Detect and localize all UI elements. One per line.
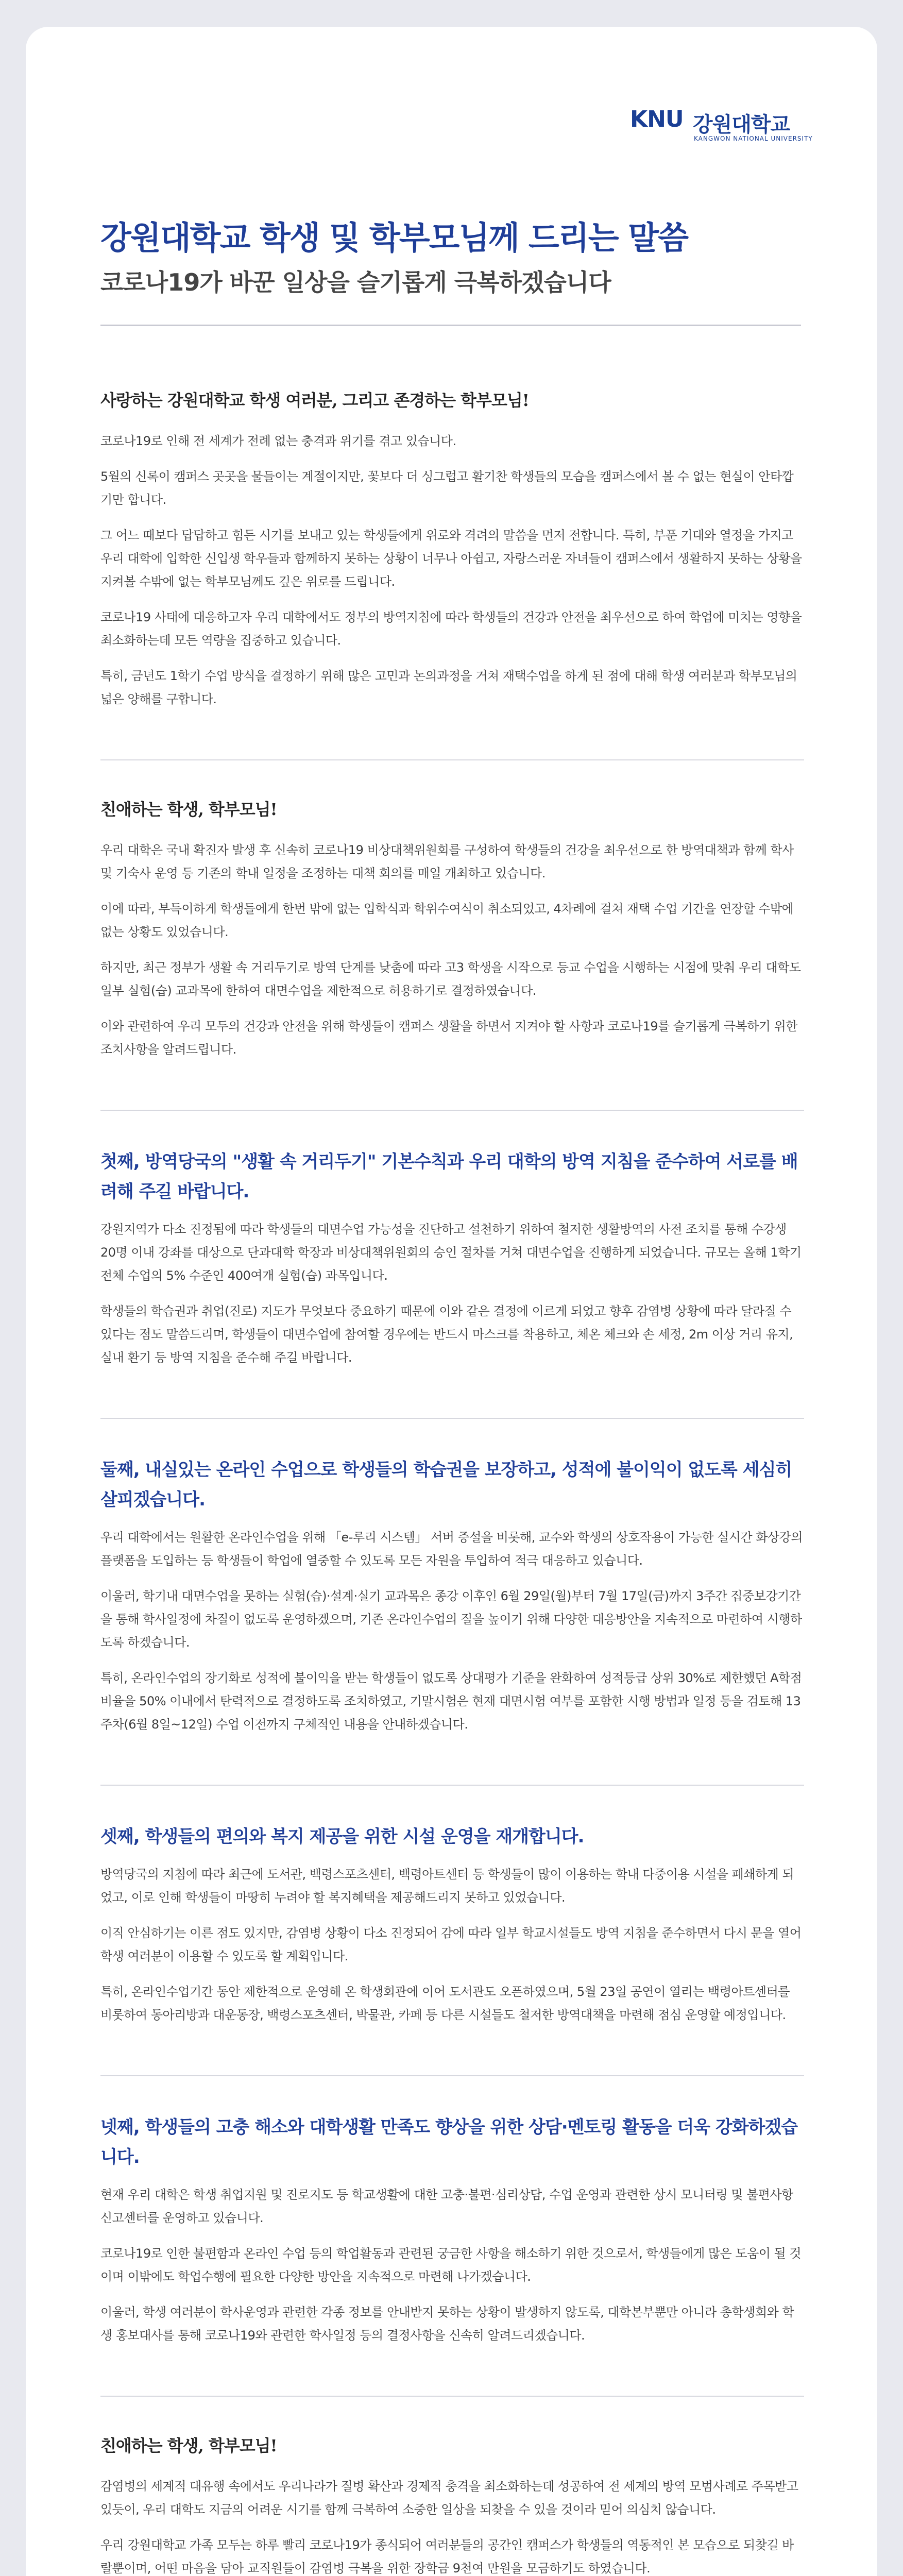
closing-paragraph: 감염병의 세계적 대유행 속에서도 우리나라가 질병 확산과 경제적 충격을 최소화하는데 성공하여 전 세계의 방역 모범사례로 주목받고 있듯이, 우리 대학도 지금의 어려운 시기를 함께 극복하여 소중한 일상을 되찾을 수 있을 것이라 믿어 의심치 않습니다. (100, 2479, 798, 2517)
spacer (100, 1382, 804, 1418)
section-title: 넷째, 학생들의 고충 해소와 대학생활 만족도 향상을 위한 상담·멘토링 활동을 더욱 강화하겠습니다. (100, 2117, 798, 2167)
intro-paragraph: 그 어느 때보다 답답하고 힘든 시기를 보내고 있는 학생들에게 위로와 격려의 말씀을 먼저 전합니다. 특히, 부푼 기대와 열정을 가지고 우리 대학에 입학한 신입생 학우들과 함께하지 못하는 상황이 너무나 아쉽고, 자랑스러운 자녀들이 캠퍼스에서 생활하지 못하는 상황을 지켜볼 수밖에 없는 학부모님께도 깊은 위로를 드립니다. (100, 528, 802, 589)
spacer (100, 723, 804, 759)
intro-paragraph: 코로나19로 인해 전 세계가 전례 없는 충격과 위기를 겪고 있습니다. (100, 434, 456, 448)
section-paragraph: 특히, 온라인수업기간 동안 제한적으로 운영해 온 학생회관에 이어 도서관도 오픈하였으며, 5월 23일 공연이 열리는 백령아트센터를 비롯하여 동아리방과 대운동장, 백령스포츠센터, 박물관, 카페 등 다른 시설들도 철저한 방역대책을 마련해 점심 운영할 예정입니다. (100, 1985, 790, 2022)
section-title: 셋째, 학생들의 편의와 복지 제공을 위한 시설 운영을 재개합니다. (100, 1826, 584, 1847)
second-paragraph: 이와 관련하여 우리 모두의 건강과 안전을 위해 학생들이 캠퍼스 생활을 하면서 지켜야 할 사항과 코로나19를 슬기롭게 극복하기 위한 조치사항을 알려드립니다. (100, 1019, 797, 1057)
section-paragraph: 현재 우리 대학은 학생 취업지원 및 진로지도 등 학교생활에 대한 고충·불편·심리상담, 수업 운영과 관련한 상시 모니터링 및 불편사항 신고센터를 운영하고 있습니다. (100, 2188, 793, 2225)
closing-block (100, 2433, 804, 2576)
section-third (100, 1822, 804, 2027)
section-fourth (100, 2112, 804, 2347)
section-second (100, 1455, 804, 1736)
section-paragraph: 학생들의 학습권과 취업(진로) 지도가 무엇보다 중요하기 때문에 이와 같은 결정에 이르게 되었고 향후 감염병 상황에 따라 달라질 수 있다는 점도 말씀드리며, 학생들이 대면수업에 참여할 경우에는 반드시 마스크를 착용하고, 체온 체크와 손 세정, 2m 이상 거리 유지, 실내 환기 등 방역 지침을 준수해 주길 바랍니다. (100, 1304, 793, 1365)
letter-content (100, 387, 804, 2576)
knu-logo-mark: KNU (630, 106, 684, 132)
intro-paragraph: 특히, 금년도 1학기 수업 방식을 결정하기 위해 많은 고민과 논의과정을 거쳐 재택수업을 하게 된 점에 대해 학생 여러분과 학부모님의 넓은 양해를 구합니다. (100, 669, 797, 706)
spacer (100, 1074, 804, 1110)
spacer (100, 1749, 804, 1785)
section-divider (100, 1110, 804, 1111)
logo-university-name: 강원대학교 (693, 113, 790, 137)
intro-paragraph: 5월의 신록이 캠퍼스 곳곳을 물들이는 계절이지만, 꽃보다 더 싱그럽고 활기찬 학생들의 모습을 캠퍼스에서 볼 수 없는 현실이 안타깝기만 합니다. (100, 469, 794, 507)
section-paragraph: 강원지역가 다소 진정됨에 따라 학생들의 대면수업 가능성을 진단하고 설천하기 위하여 철저한 생활방역의 사전 조치를 통해 수강생 20명 이내 강좌를 대상으로 단과대학 학장과 비상대책위원회의 승인 절차를 거쳐 대면수업을 진행하게 되었습니다. 규모는 올해 1학기 전체 수업의 5% 수준인 400여개 실험(습) 과목입니다. (100, 1222, 802, 1283)
second-paragraph: 이에 따라, 부득이하게 학생들에게 한번 밖에 없는 입학식과 학위수여식이 취소되었고, 4차례에 걸쳐 재택 수업 기간을 연장할 수밖에 없는 상황도 있었습니다. (100, 902, 794, 939)
section-paragraph: 이직 안심하기는 이른 점도 있지만, 감염병 상황이 다소 진정되어 감에 따라 일부 학교시설들도 방역 지침을 준수하면서 다시 문을 열어 학생 여러분이 이용할 수 있도록 할 계획입니다. (100, 1926, 802, 1963)
section-paragraph: 이울러, 학기내 대면수업을 못하는 실험(습)·설계·실기 교과목은 종강 이후인 6월 29일(월)부터 7월 17일(금)까지 3주간 집중보강기간을 통해 학사일정에 차질이 없도록 운영하겠으며, 기존 온라인수업의 질을 높이기 위해 다양한 대응방안을 지속적으로 마련하여 시행하도록 하겠습니다. (100, 1589, 802, 1650)
intro-paragraph: 코로나19 사태에 대응하고자 우리 대학에서도 정부의 방역지침에 따라 학생들의 건강과 안전을 최우선으로 하여 학업에 미치는 영향을 최소화하는데 모든 역량을 집중하고 있습니다. (100, 610, 802, 648)
section-paragraph: 코로나19로 인한 불편함과 온라인 수업 등의 학업활동과 관련된 궁금한 사항을 해소하기 위한 것으로서, 학생들에게 많은 도움이 될 것이며 이밖에도 학업수행에 필요한 다양한 방안을 지속적으로 마련해 나가겠습니다. (100, 2246, 802, 2284)
second-greeting: 친애하는 학생, 학부모님! (100, 800, 277, 819)
section-first (100, 1147, 804, 1369)
title-divider (100, 325, 801, 326)
intro-block (100, 387, 804, 711)
second-block (100, 796, 804, 1061)
section-paragraph: 방역당국의 지침에 따라 최근에 도서관, 백령스포츠센터, 백령아트센터 등 학생들이 많이 이용하는 학내 다중이용 시설을 폐쇄하게 되었고, 이로 인해 학생들이 마땅히 누려야 할 복지혜택을 제공해드리지 못하고 있었습니다. (100, 1867, 794, 1905)
second-paragraph: 우리 대학은 국내 확진자 발생 후 신속히 코로나19 비상대책위원회를 구성하여 학생들의 건강을 최우선으로 한 방역대책과 함께 학사 및 기숙사 운영 등 기존의 학내 일정을 조정하는 대책 회의를 매일 개최하고 있습니다. (100, 843, 794, 880)
section-paragraph: 이울러, 학생 여러분이 학사운영과 관련한 각종 정보를 안내받지 못하는 상황이 발생하지 않도록, 대학본부뿐만 아니라 총학생회와 학생 홍보대사를 통해 코로나19와 관련한 학사일정 등의 결정사항을 신속히 알려드리겠습니다. (100, 2305, 794, 2343)
page-title: 강원대학교 학생 및 학부모님께 드리는 말씀 (100, 219, 688, 257)
university-logo (630, 104, 815, 150)
section-divider (100, 1785, 804, 1786)
closing-paragraph: 우리 강원대학교 가족 모두는 하루 빨리 코로나19가 종식되어 여러분들의 공간인 캠퍼스가 학생들의 역동적인 본 모습으로 되찾길 바랄뿐이며, 어떤 마음을 담아 교직원들이 감염병 극복을 위한 장학금 9천여 만원을 모금하기도 하였습니다. (100, 2538, 794, 2575)
intro-greeting: 사랑하는 강원대학교 학생 여러분, 그리고 존경하는 학부모님! (100, 391, 529, 410)
spacer (100, 2360, 804, 2396)
section-title: 둘째, 내실있는 온라인 수업으로 학생들의 학습권을 보장하고, 성적에 불이익이 없도록 세심히 살피겠습니다. (100, 1460, 792, 1510)
page-subtitle: 코로나19가 바꾼 일상을 슬기롭게 극복하겠습니다 (100, 268, 611, 296)
second-paragraph: 하지만, 최근 정부가 생활 속 거리두기로 방역 단계를 낮춤에 따라 고3 학생을 시작으로 등교 수업을 시행하는 시점에 맞춰 우리 대학도 일부 실험(습) 교과목에 한하여 대면수업을 제한적으로 허용하기로 결정하였습니다. (100, 960, 801, 998)
section-paragraph: 특히, 온라인수업의 장기화로 성적에 불이익을 받는 학생들이 없도록 상대평가 기준을 완화하여 성적등급 상위 30%로 제한했던 A학점 비율을 50% 이내에서 탄력적으로 결정하도록 조치하였고, 기말시험은 현재 대면시험 여부를 포함한 시행 방법과 일정 등을 검토해 13주차(6월 8일~12일) 수업 이전까지 구체적인 내용을 안내하겠습니다. (100, 1671, 802, 1732)
section-title: 첫째, 방역당국의 "생활 속 거리두기" 기본수칙과 우리 대학의 방역 지침을 준수하여 서로를 배려해 주길 바랍니다. (100, 1151, 798, 1202)
section-divider (100, 1418, 804, 1419)
section-divider (100, 2075, 804, 2076)
section-divider (100, 759, 804, 760)
logo-university-english: KANGWON NATIONAL UNIVERSITY (694, 135, 813, 142)
section-divider (100, 2396, 804, 2397)
spacer (100, 2039, 804, 2075)
closing-greeting: 친애하는 학생, 학부모님! (100, 2436, 277, 2455)
section-paragraph: 우리 대학에서는 원활한 온라인수업을 위해 「e-루리 시스템」 서버 증설을 비롯해, 교수와 학생의 상호작용이 가능한 실시간 화상강의 플랫폼을 도입하는 등 학생들이 학업에 열중할 수 있도록 모든 자원을 투입하여 적극 대응하고 있습니다. (100, 1530, 803, 1568)
letter-card (26, 27, 877, 2576)
